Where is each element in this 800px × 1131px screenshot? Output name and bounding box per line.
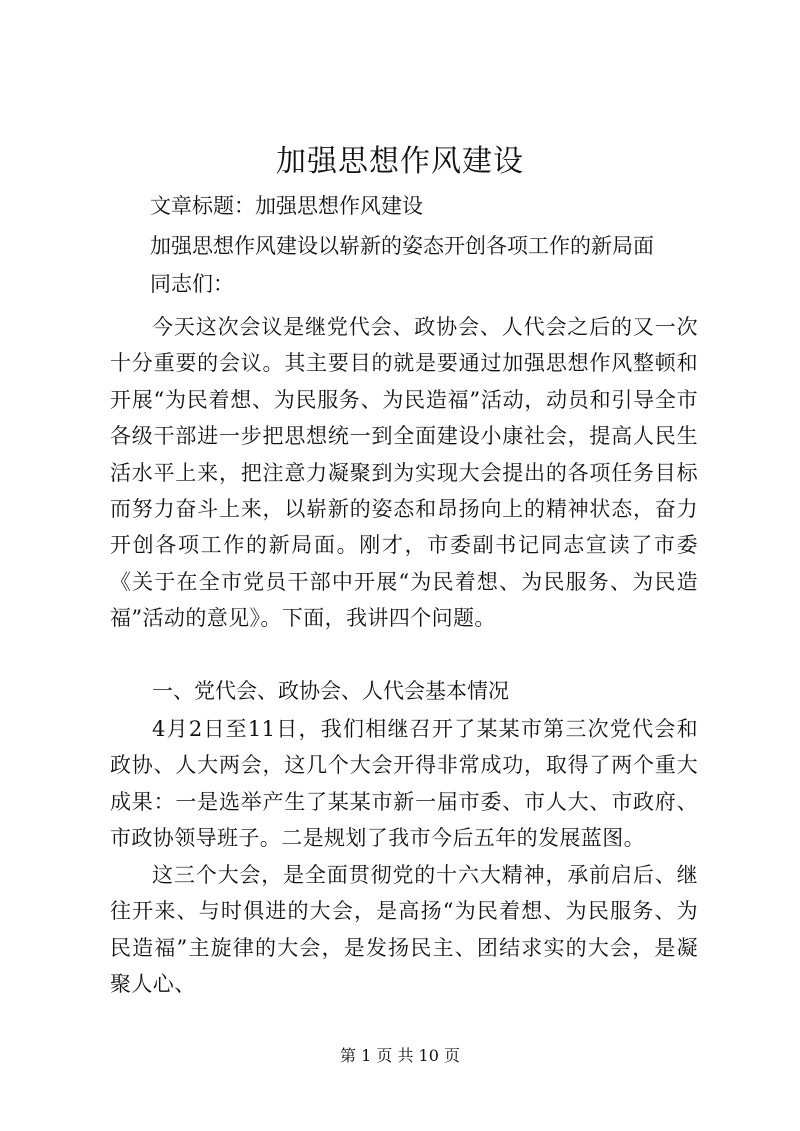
page-number: 第 1 页 共 10 页 — [340, 1046, 460, 1065]
document-title: 加强思想作风建设 — [276, 144, 524, 179]
paragraph-intro: 今天这次会议是继党代会、政协会、人代会之后的又一次十分重要的会议。其主要目的就是要通过加强思想作风整顿和开展“为民着想、为民服务、为民造福”活动，动员和引导全市各级干部进一步把思想统一到全面建设小康社会，提高人民生活水平上来，把注意力凝聚到为实现大会提出的各项任务目标而努力奋斗上来，以崭新的姿态和昂扬向上的精神状态，奋力开创各项工作的新局面。刚才，市委副书记同志宣读了市委《关于在全市党员干部中开展“为民着想、为民服务、为民造福”活动的意见》。下面，我讲四个问题。 — [110, 315, 698, 631]
subtitle-line: 加强思想作风建设以崭新的姿态开创各项工作的新局面 — [150, 234, 654, 258]
salutation-line: 同志们： — [150, 272, 234, 296]
paragraph-three-meetings: 这三个大会，是全面贯彻党的十六大精神，承前启后、继往开来、与时俱进的大会，是高扬“为民着想、为民服务、为民造福”主旋律的大会，是发扬民主、团结求实的大会，是凝聚人心、 — [110, 863, 698, 997]
article-title-line: 文章标题：加强思想作风建设 — [150, 194, 423, 218]
section-heading-1: 一、党代会、政协会、人代会基本情况 — [152, 679, 509, 703]
paragraph-meetings: 4月2日至11日，我们相继召开了某某市第三次党代会和政协、人大两会，这几个大会开得非常成功，取得了两个重大成果：一是选举产生了某某市新一届市委、市人大、市政府、市政协领导班子。二是规划了我市今后五年的发展蓝图。 — [110, 717, 698, 851]
